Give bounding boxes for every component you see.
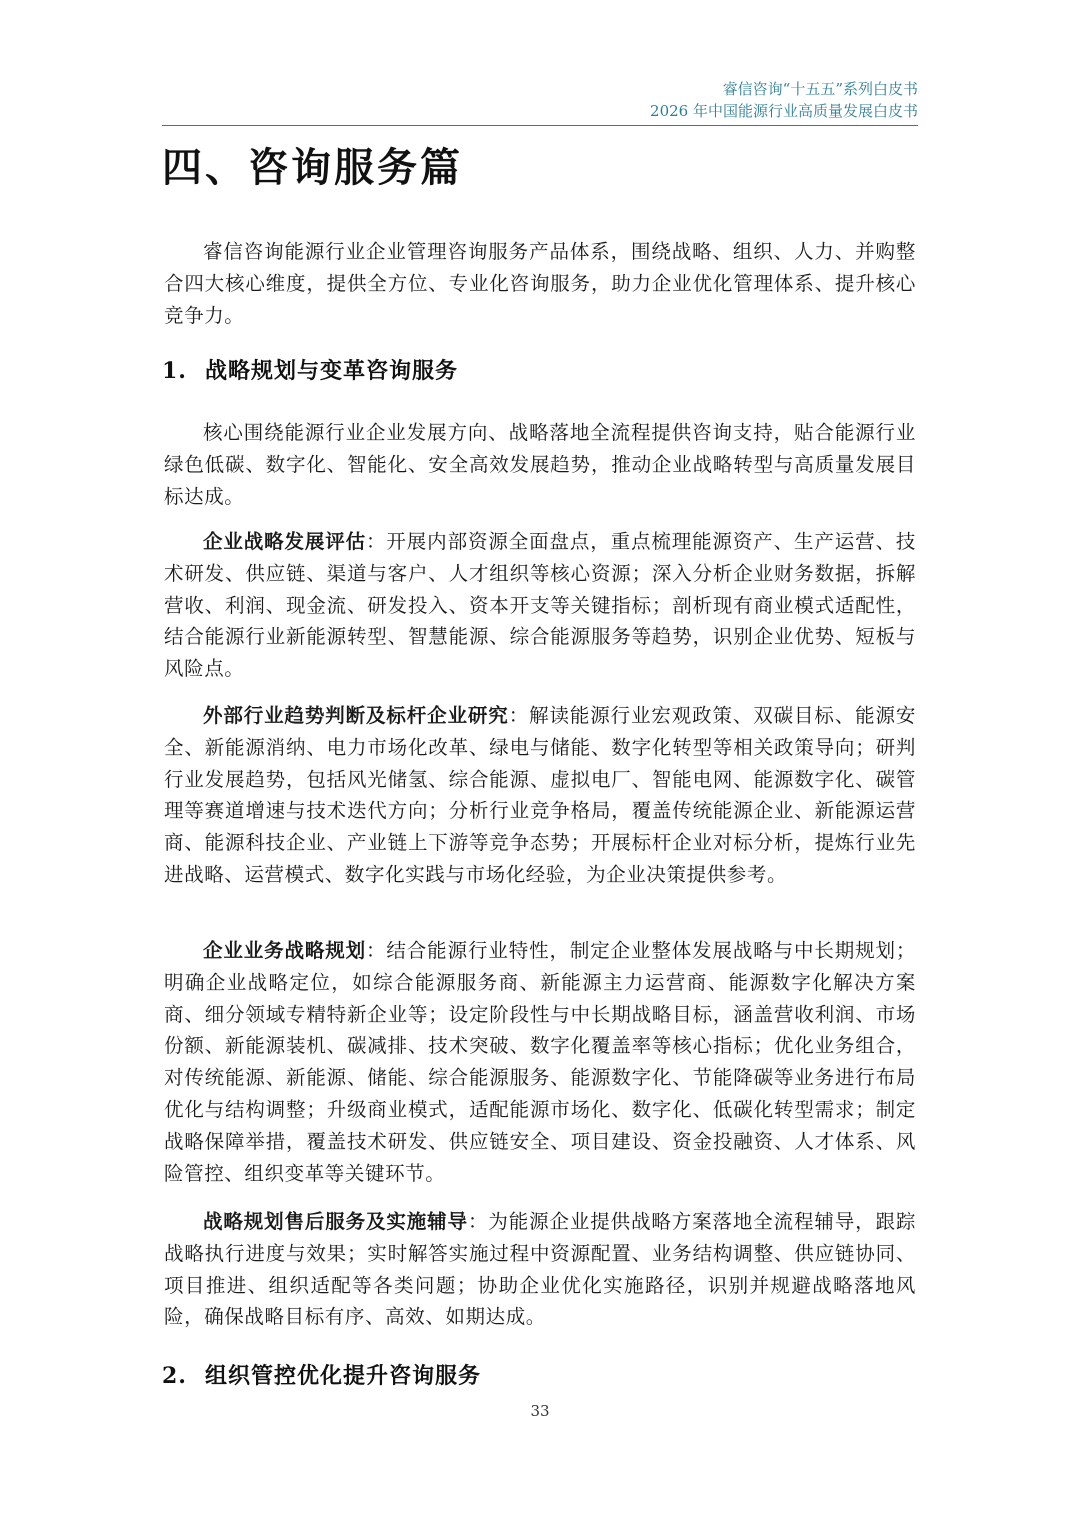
- section-title: 战略规划与变革咨询服务: [204, 358, 458, 384]
- section-number: 2.: [162, 1363, 187, 1389]
- service-item-paragraph: [164, 935, 916, 1189]
- service-item-term: 企业业务战略规划: [203, 939, 367, 962]
- section-number: 1.: [162, 358, 187, 384]
- service-item-paragraph: [164, 1206, 916, 1333]
- chapter-intro-paragraph: 睿信咨询能源行业企业管理咨询服务产品体系，围绕战略、组织、人力、并购整合四大核心维度，提供全方位、专业化咨询服务，助力企业优化管理体系、提升核心竞争力。: [164, 240, 916, 327]
- section-intro-paragraph: 核心围绕能源行业企业发展方向、战略落地全流程提供咨询支持，贴合能源行业绿色低碳、数字化、智能化、安全高效发展趋势，推动企业战略转型与高质量发展目标达成。: [164, 421, 916, 508]
- service-item-term: 外部行业趋势判断及标杆企业研究: [203, 704, 509, 727]
- header-series-title: 睿信咨询“十五五”系列白皮书: [722, 80, 918, 98]
- section-heading-2: [162, 1361, 481, 1391]
- service-item-term: 战略规划售后服务及实施辅导: [203, 1210, 468, 1233]
- running-header: [650, 78, 918, 122]
- section-title: 组织管控优化提升咨询服务: [204, 1363, 481, 1389]
- service-item-text: ：开展内部资源全面盘点，重点梳理能源资产、生产运营、技术研发、供应链、渠道与客户、人才组织等核心资源；深入分析企业财务数据，拆解营收、利润、现金流、研发投入、资本开支等关键指标；剖析现有商业模式适配性，结合能源行业新能源转型、智慧能源、综合能源服务等趋势，识别企业优势、短板与风险点。: [164, 530, 916, 681]
- service-item-text: ：为能源企业提供战略方案落地全流程辅导，跟踪战略执行进度与效果；实时解答实施过程中资源配置、业务结构调整、供应链协同、项目推进、组织适配等各类问题；协助企业优化实施路径，识别并规避战略落地风险，确保战略目标有序、高效、如期达成。: [164, 1210, 916, 1329]
- service-item-paragraph: [164, 526, 916, 685]
- page-number: 33: [530, 1402, 550, 1420]
- header-divider: [162, 125, 918, 126]
- service-item-text: ：结合能源行业特性，制定企业整体发展战略与中长期规划；明确企业战略定位，如综合能源服务商、新能源主力运营商、能源数字化解决方案商、细分领域专精特新企业等；设定阶段性与中长期战略目标，涵盖营收利润、市场份额、新能源装机、碳减排、技术突破、数字化覆盖率等核心指标；优化业务组合，对传统能源、新能源、储能、综合能源服务、能源数字化、节能降碳等业务进行布局优化与结构调整；升级商业模式，适配能源市场化、数字化、低碳化转型需求；制定战略保障举措，覆盖技术研发、供应链安全、项目建设、资金投融资、人才体系、风险管控、组织变革等关键环节。: [164, 939, 916, 1185]
- header-report-title: 2026 年中国能源行业高质量发展白皮书: [650, 102, 918, 120]
- service-item-paragraph: [164, 700, 916, 891]
- service-item-text: ：解读能源行业宏观政策、双碳目标、能源安全、新能源消纳、电力市场化改革、绿电与储能、数字化转型等相关政策导向；研判行业发展趋势，包括风光储氢、综合能源、虚拟电厂、智能电网、能源数字化、碳管理等赛道增速与技术迭代方向；分析行业竞争格局，覆盖传统能源企业、新能源运营商、能源科技企业、产业链上下游等竞争态势；开展标杆企业对标分析，提炼行业先进战略、运营模式、数字化实践与市场化经验，为企业决策提供参考。: [164, 704, 916, 886]
- section-heading-1: [162, 356, 458, 386]
- chapter-title: 四、咨询服务篇: [162, 144, 463, 191]
- service-item-term: 企业战略发展评估: [203, 530, 367, 553]
